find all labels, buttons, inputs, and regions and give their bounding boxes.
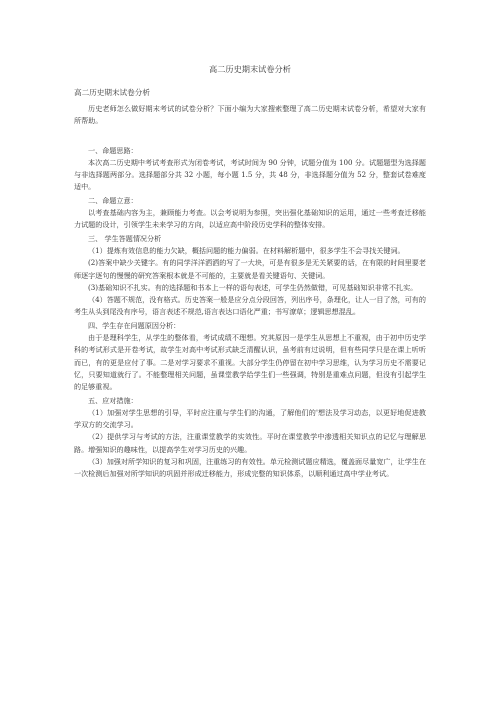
intro-paragraph: 历史老师怎么做好期末考试的试卷分析？下面小编为大家搜索整理了高二历史期末试卷分析，希望对大家有所帮助。 <box>74 104 426 126</box>
paragraph: 以考查基础内容为主，兼顾能力考查。以会考说明为参照，突出强化基础知识的运用，通过一些考查迁移能力试题的设计，引领学生未来学习的方向，以适应高中阶段历史学科的整体安排。 <box>74 208 426 230</box>
paragraph: (2)答案中缺少关键字。有的同学洋洋洒洒的写了一大块，可是有很多是无关紧要的话，在有限的时间里要老师逐字逐句的慢慢的研究答案根本就是不可能的，主要就是看关键语句、关键词。 <box>74 258 426 280</box>
section-heading-5: 五、应对措施： <box>88 395 138 405</box>
document-title: 高二历史期末试卷分析 <box>209 64 291 74</box>
paragraph: （3）加强对所学知识的复习和巩固，注重练习的有效性。单元检测试题应精选，覆盖面尽量宽广，让学生在一次检测后加强对所学知识的巩固并形成迁移能力，形成完整的知识体系，以顺利通过高中学业考试。 <box>74 457 426 479</box>
paragraph: 由于是理科学生，从学生的整体看，考试成绩不理想。究其原因一是学生从思想上不重视，由于初中历史学科的考试形式是开卷考试，故学生对高中考试形式缺乏清醒认识，虽考前有过说明，但有些同学只是在课上听听而已，有的更是应付了事。二是对学习要求不重视。大部分学生仍停留在初中学习思维，认为学习历史不需要记忆，只要知道就行了。不能整理相关问题，虽课堂教学给学生们一些强调，特别是重难点问题，但没有引起学生的足够重视。 <box>74 333 426 392</box>
paragraph: （1）提炼有效信息的能力欠缺，概括问题的能力偏弱。在材料解析题中，很多学生不会寻找关键词。 <box>88 245 405 255</box>
section-heading-1: 一、命题思路： <box>88 145 138 155</box>
paragraph: （4）答题不规范，没有格式。历史答案一般是应分点分段回答，列出序号，条理化，让人一目了然，可有的考生从头到尾没有序号，语言表述不规范,语言表达口语化严重；书写潦草；逻辑思想混乱。 <box>74 295 426 317</box>
document-subtitle: 高二历史期末试卷分析 <box>74 88 150 97</box>
section-heading-2: 二、命题立意： <box>88 195 138 205</box>
paragraph: （1）加强对学生思想的引导，平时应注重与学生们的沟通，了解他们的'想法及学习动态，以更好地促进教学双方的交流学习。 <box>74 407 426 430</box>
paragraph: （2）提供学习与考试的方法，注重课堂教学的实效性。平时在课堂教学中渗透相关知识点的记忆与理解思路。增强知识的趣味性，以提高学生对学习历史的兴趣。 <box>74 432 426 454</box>
section-heading-4: 四、学生存在问题原因分析： <box>88 320 181 330</box>
paragraph: (3)基础知识不扎实。有的选择题和书本上一样的语句表述，可学生仍然做错，可见基础知识非常不扎实。 <box>88 282 418 292</box>
paragraph: 本次高二历史期中考试考查形式为闭卷考试，考试时间为 90 分钟，试题分值为 100 分。试题题型为选择题与非选择题两部分。选择题部分共 32 小题，每小题 1.5 分，共 48 分，非选择题分值为 52 分，整套试卷难度适中。 <box>74 157 426 192</box>
section-heading-3: 三、 学生答题情况分析 <box>88 233 162 243</box>
